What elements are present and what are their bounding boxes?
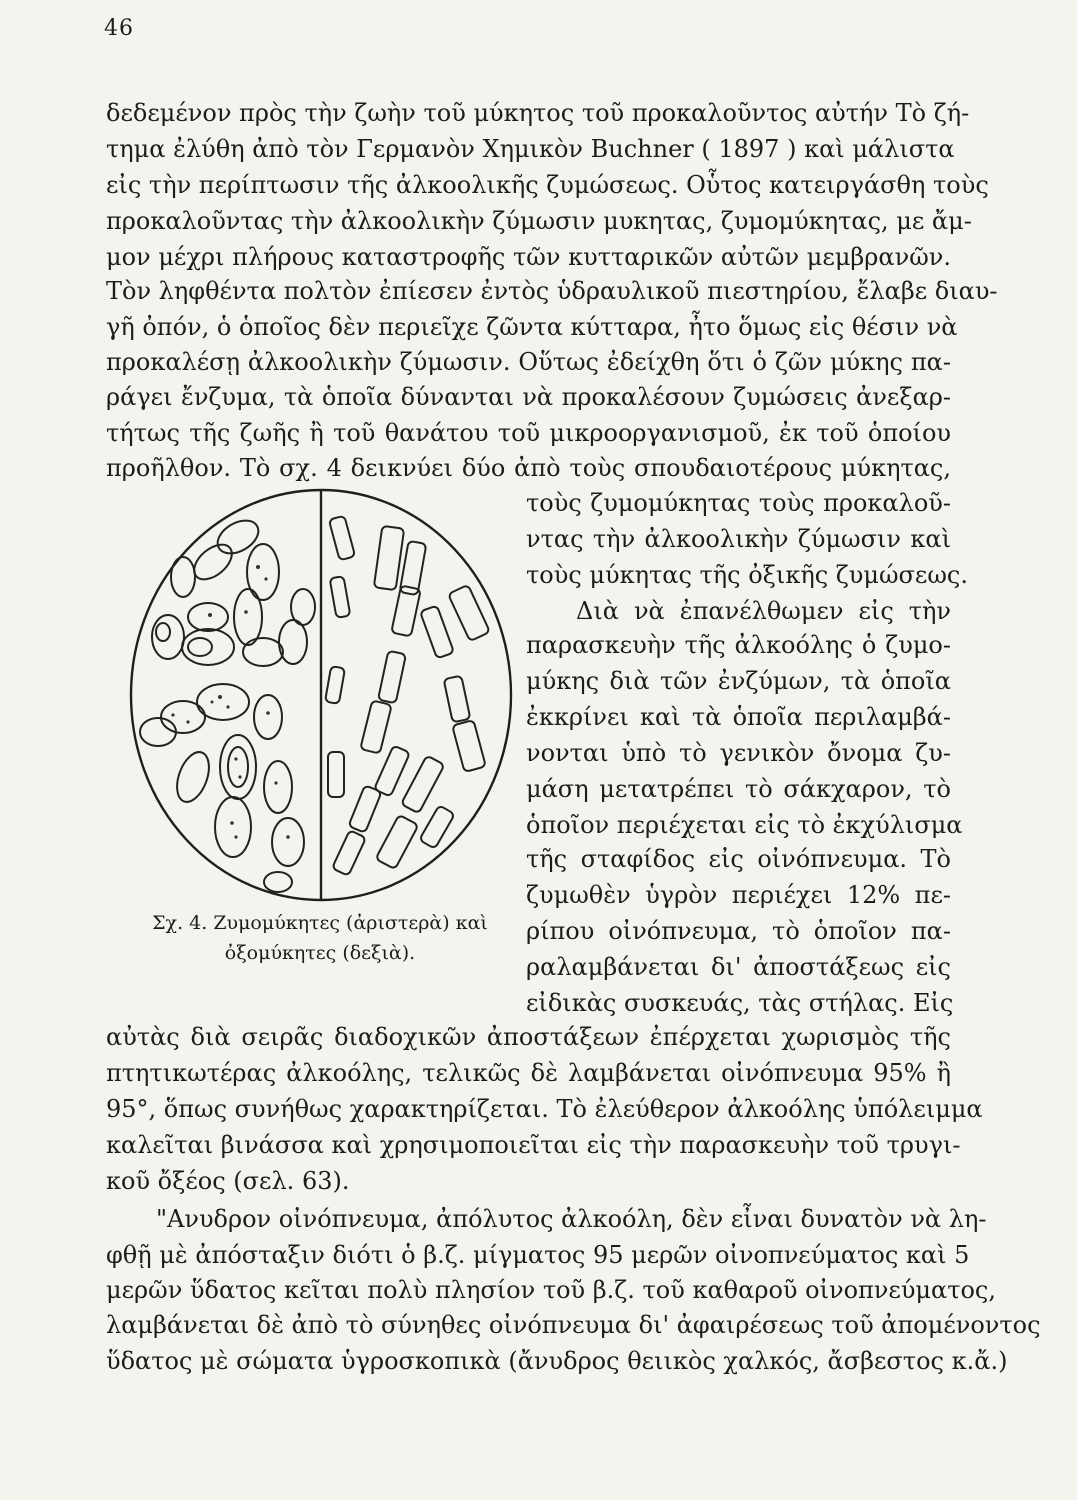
caption-line: Σχ. 4. Ζυμομύκητες (ἀριστερὰ) καὶ (152, 912, 488, 934)
figure-caption (140, 908, 500, 968)
text-line: ράγει ἔνζυμα, τὰ ὁποῖα δύνανται νὰ προκαλέσουν ζυμώσεις ἀνεξαρ- (106, 383, 951, 411)
text-line: μάση μετατρέπει τὸ σάκχαρον, τὸ (526, 775, 951, 803)
text-line: προκαλέσῃ ἀλκοολικὴν ζύμωσιν. Οὕτως ἐδείχθη ὅτι ὁ ζῶν μύκης πα- (106, 348, 951, 376)
text-line: φθῇ μὲ ἀπόσταξιν διότι ὁ β.ζ. μίγματος 95 μερῶν οἰνοπνεύματος καὶ 5 (106, 1241, 970, 1269)
text-line: δεδεμένον πρὸς τὴν ζωὴν τοῦ μύκητος τοῦ προκαλοῦντος αὐτήν Τὸ ζή- (106, 99, 970, 127)
text-line: μον μέχρι πλήρους καταστροφῆς τῶν κυτταρικῶν αὐτῶν μεμβρανῶν. (106, 243, 951, 271)
microscope-illustration (128, 487, 514, 903)
text-line: Τὸν ληφθέντα πολτὸν ἐπίεσεν ἐντὸς ὑδραυλικοῦ πιεστηρίου, ἔλαβε διαυ- (106, 277, 998, 305)
text-line: τημα ἐλύθη ἀπὸ τὸν Γερμανὸν Χημικὸν Buchner ( 1897 ) καὶ μάλιστα (106, 135, 955, 163)
text-line: ντας τὴν ἀλκοολικὴν ζύμωσιν καὶ (526, 525, 951, 553)
text-line: παρασκευὴν τῆς ἀλκοόλης ὁ ζυμο- (526, 631, 951, 659)
text-line: προῆλθον. Τὸ σχ. 4 δεικνύει δύο ἀπὸ τοὺς σπουδαιοτέρους μύκητας, (106, 454, 951, 482)
text-line: τήτως τῆς ζωῆς ἢ τοῦ θανάτου τοῦ μικροοργανισμοῦ, ἐκ τοῦ ὁποίου (106, 419, 951, 447)
text-line: ἐκκρίνει καὶ τὰ ὁποῖα περιλαμβά- (526, 703, 951, 731)
text-line: τοὺς ζυμομύκητας τοὺς προκαλοῦ- (526, 489, 951, 517)
text-line: ὁποῖον περιέχεται εἰς τὸ ἐκχύλισμα (526, 811, 963, 839)
text-line: νονται ὑπὸ τὸ γενικὸν ὄνομα ζυ- (526, 739, 951, 767)
text-line: μύκης διὰ τῶν ἐνζύμων, τὰ ὁποῖα (526, 667, 951, 695)
text-line: "Ανυδρον οἰνόπνευμα, ἀπόλυτος ἀλκοόλη, δὲν εἶναι δυνατὸν νὰ λη- (156, 1205, 987, 1233)
text-line: εἰδικὰς συσκευάς, τὰς στήλας. Εἰς (526, 989, 954, 1017)
caption-line: ὀξομύκητες (δεξιὰ). (224, 942, 416, 964)
figure-4 (128, 487, 514, 903)
text-line: 95°, ὅπως συνήθως χαρακτηρίζεται. Τὸ ἐλεύθερον ἀλκοόλης ὑπόλειμμα (106, 1095, 983, 1123)
page-number: 46 (104, 16, 134, 41)
text-line: ρίπου οἰνόπνευμα, τὸ ὁποῖον πα- (526, 917, 951, 945)
text-line: πτητικωτέρας ἀλκοόλης, τελικῶς δὲ λαμβάνεται οἰνόπνευμα 95% ἢ (106, 1059, 951, 1087)
text-line: ραλαμβάνεται δι' ἀποστάξεως εἰς (526, 953, 951, 981)
text-line: Διὰ νὰ ἐπανέλθωμεν εἰς τὴν (576, 597, 951, 625)
text-line: ζυμωθὲν ὑγρὸν περιέχει 12% πε- (526, 881, 951, 909)
text-line: τῆς σταφίδος εἰς οἰνόπνευμα. Τὸ (526, 845, 951, 873)
text-line: κοῦ ὄξέος (σελ. 63). (106, 1167, 350, 1195)
text-line: καλεῖται βινάσσα καὶ χρησιμοποιεῖται εἰς τὴν παρασκευὴν τοῦ τρυγι- (106, 1131, 961, 1159)
text-line: ὕδατος μὲ σώματα ὑγροσκοπικὰ (ἄνυδρος θειικὸς χαλκός, ἄσβεστος κ.ἄ.) (106, 1347, 1008, 1375)
text-line: εἰς τὴν περίπτωσιν τῆς ἀλκοολικῆς ζυμώσεως. Οὗτος κατειργάσθη τοὺς (106, 171, 989, 199)
text-line: προκαλοῦντας τὴν ἀλκοολικὴν ζύμωσιν μυκητας, ζυμομύκητας, με ἄμ- (106, 207, 972, 235)
text-line: γῆ ὀπόν, ὁ ὁποῖος δὲν περιεῖχε ζῶντα κύτταρα, ἦτο ὅμως εἰς θέσιν νὰ (106, 313, 958, 341)
text-line: τοὺς μύκητας τῆς ὀξικῆς ζυμώσεως. (526, 561, 968, 589)
text-line: λαμβάνεται δὲ ἀπὸ τὸ σύνηθες οἰνόπνευμα δι' ἀφαιρέσεως τοῦ ἀπομένοντος (106, 1311, 1041, 1339)
text-line: μερῶν ὕδατος κεῖται πολὺ πλησίον τοῦ β.ζ. τοῦ καθαροῦ οἰνοπνεύματος, (106, 1276, 997, 1304)
text-line: αὐτὰς διὰ σειρᾶς διαδοχικῶν ἀποστάξεων ἐπέρχεται χωρισμὸς τῆς (106, 1023, 951, 1051)
